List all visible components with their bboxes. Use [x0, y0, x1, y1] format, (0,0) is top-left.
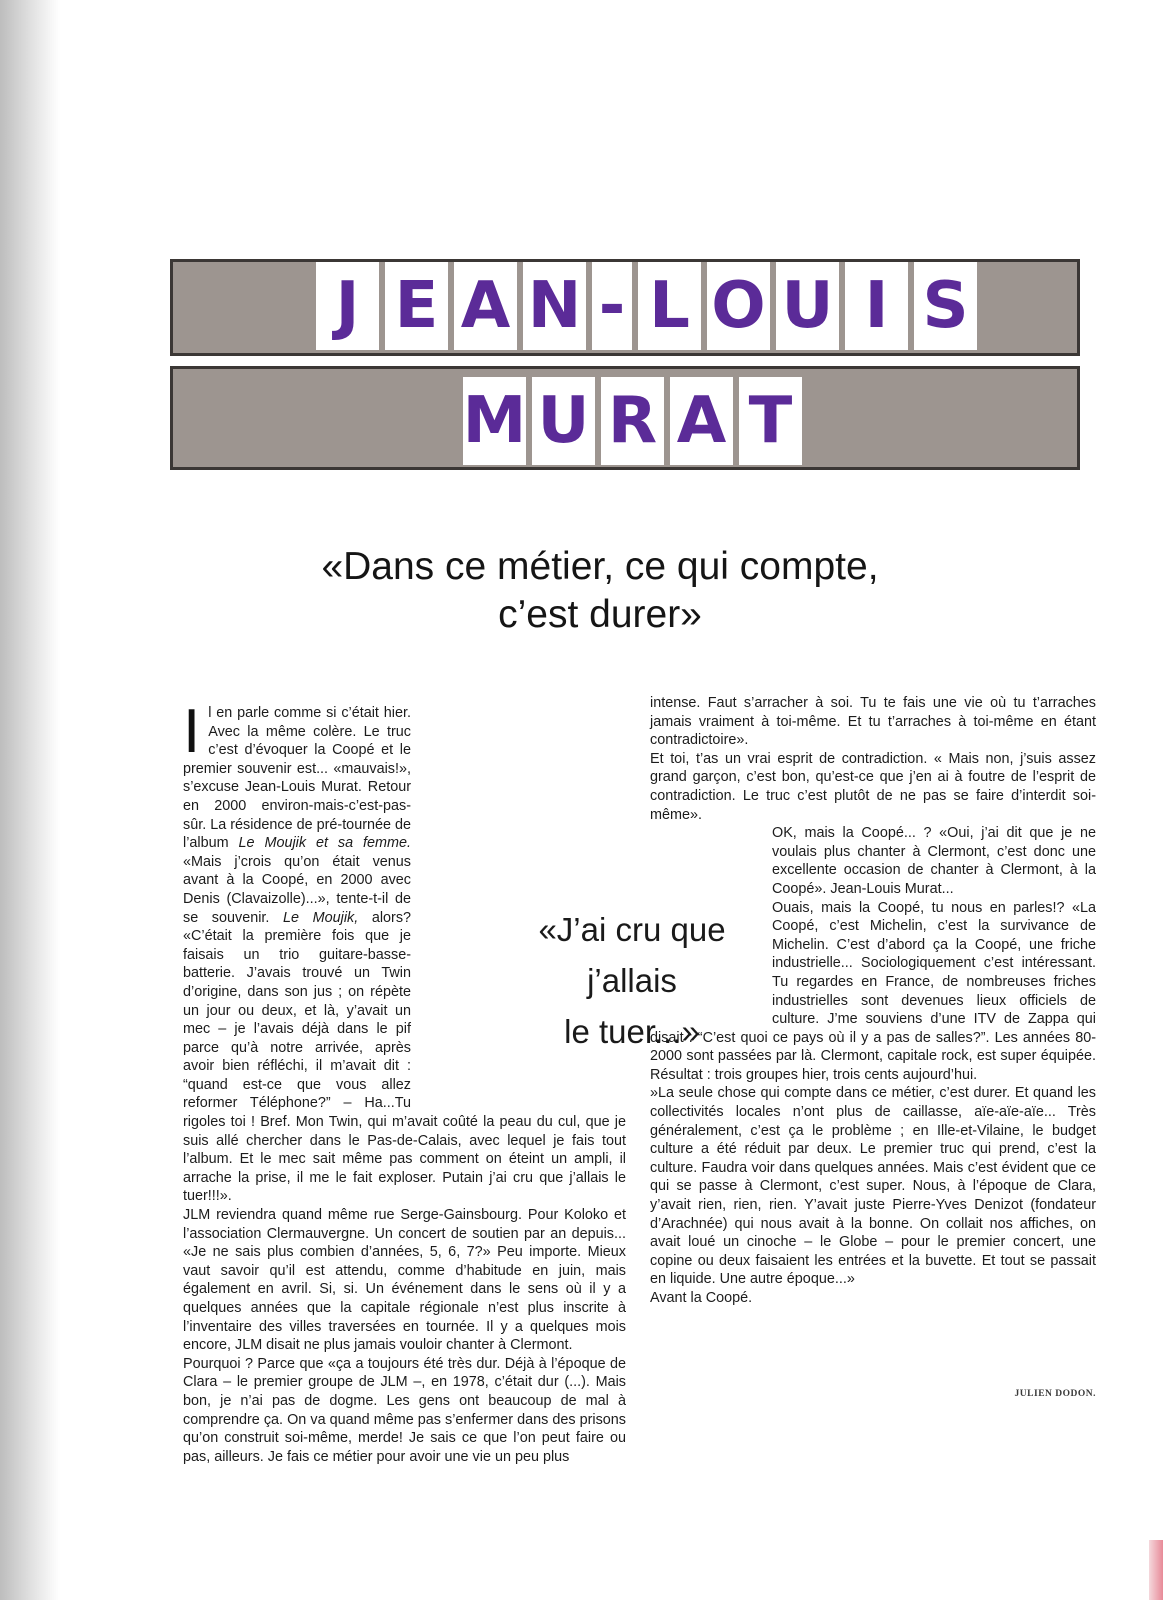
title-letter: A — [454, 262, 517, 350]
title-letter: U — [532, 377, 595, 465]
article-paragraph: »La seule chose qui compte dans ce métier, c’est durer. Et quand les collectivités locales n’ont plus de caillasse, aïe-aïe-aïe... Très généralement, c’est ça le problème ; en Ille-et-Vilaine, le budget culture a été réduit par deux. Le premier truc qui prend, c’est la culture. Faudra voir dans quelques années. Mais c’est évident que ce qui se passe à Clermont, c’est super. Nous, à l’époque de Clara, y’avait rien, rien, rien. Y’avait juste Pierre-Yves Denizot (fondateur d’Arachnée) qui nous avait à la bonne. On collait nos affiches, on avait loué un cinoche – le Globe – pour le premier concert, une copine ou deux faisaient les entrées et la buvette. Et tout se passait en liquide. Une autre époque...» — [650, 1085, 1096, 1288]
paragraph-text: l en parle comme si c’était hier. Avec la même colère. Le truc c’est d’évoquer la Coopé et le premier souvenir est... «mauvais!», s’excuse Jean-Louis Murat. Retour en 2000 environ-mais-c’est-pas-sûr. La résidence de pré-tournée de l’album — [183, 705, 412, 852]
author-signature: JULIEN DODON. — [1014, 1389, 1096, 1399]
title-band-line2 — [170, 366, 1080, 470]
title-letter: U — [776, 262, 839, 350]
article-paragraph: Avant la Coopé. — [650, 1290, 753, 1306]
title-letter: I — [845, 262, 908, 350]
headline-line: «Dans ce métier, ce qui compte, — [321, 545, 879, 588]
headline-quote — [200, 543, 1000, 639]
title-letter: T — [739, 377, 802, 465]
pull-quote — [512, 904, 752, 1057]
drop-cap: I — [183, 697, 201, 766]
article-paragraph: Et toi, t’as un vrai esprit de contradiction. « Mais non, j’suis assez grand garçon, c’est bon, qu’est-ce que j’en ai à foutre de l’esprit de contradiction. Le truc c’est plutôt de ne pas se faire d’interdit soi-même». — [650, 750, 1096, 823]
title-letter: J — [316, 262, 379, 350]
pull-quote-line: «J’ai cru que — [538, 911, 726, 948]
next-page-edge — [1149, 1540, 1163, 1600]
title-letter: N — [523, 262, 586, 350]
title-line1 — [316, 262, 977, 350]
title-letter: L — [638, 262, 701, 350]
title-band-line1 — [170, 259, 1080, 356]
article-paragraph: OK, mais la Coopé... ? «Oui, j’ai dit que je ne voulais plus chanter à Clermont, c’est donc une excellente occasion de chanter à Clermont, à la Coopé». Jean-Louis Murat... — [772, 825, 1096, 897]
article-paragraph: Pourquoi ? Parce que «ça a toujours été très dur. Déjà à l’époque de Clara – le premier groupe de JLM –, en 1978, c’était dur (...). Mais bon, je n’ai pas de dogme. Les gens ont beaucoup de mal à comprendre ça. On va quand même pas s’enfermer dans des prisons qu’on construit soi-même, merde! Je sais ce que l’on peut faire ou pas, ailleurs. Je fais ce métier pour avoir une vie un peu plus — [183, 1355, 626, 1465]
title-line2 — [463, 377, 802, 465]
article-paragraph: JLM reviendra quand même rue Serge-Gainsbourg. Pour Koloko et l’association Clermauvergne. Un concert de soutien par an depuis... «Je ne sais plus combien d’années, 5, 6, 7?» Peu importe. Mieux vaut savoir qu’il est attendu, comme d’habitude en juin, mais également en avril. Si, si. Un événement dans le sens où il y a quelques années que la capitale régionale n’est plus inscrite à l’inventaire des villes traversées en tournée. Il y a quelques mois encore, JLM disait ne plus jamais vouloir chanter à Clermont. — [183, 1207, 626, 1354]
title-letter: R — [601, 377, 664, 465]
album-title: Le Moujik et sa femme. — [238, 835, 412, 852]
pull-quote-line: le tuer...» — [564, 1013, 700, 1050]
album-title: Le Moujik, — [283, 909, 359, 926]
paragraph-text: «Mais j’crois qu’on était venus avant à la Coopé, en 2000 avec Denis (Clavaizolle)...», tente-t-il de se souvenir. — [183, 853, 411, 926]
title-letter: O — [707, 262, 770, 350]
title-letter: S — [914, 262, 977, 350]
page-binding-shadow — [0, 0, 60, 1600]
title-letter: A — [670, 377, 733, 465]
article-column-left — [183, 697, 626, 1466]
headline-line: c’est durer» — [498, 593, 702, 636]
title-letter: - — [592, 262, 632, 350]
article-paragraph: intense. Faut s’arracher à soi. Tu te fais une vie où tu t’arraches jamais vraiment à toi-même. Et tu t’arraches à toi-même en étant contradictoire». — [650, 695, 1096, 749]
paragraph-text: alors? «C’était la première fois que je faisais un trio guitare-basse-batterie. J’avais trouvé un Twin d’origine, dans son jus ; on répète un jour ou deux, et là, y’avait un mec – je l’avais déjà dans le pif parce qu’à notre arrivée, après avoir bien réfléchi, il m’avait dit : “quand est-ce que vous allez reformer Téléphone?” – Ha...Tu rigoles toi ! Bref. Mon Twin, qui m’avait coûté la peau du cul, que je suis allé chercher dans le Pas-de-Calais, avec lequel je fais tout l’album. Et le mec sait même pas comment on éteint un ampli, il arrache la prise, il me le fait exploser. Putain j’ai cru que j’allais le tuer!!!». — [183, 909, 626, 1205]
title-letter: M — [463, 377, 526, 465]
pull-quote-line: j’allais — [587, 962, 677, 999]
title-letter: E — [385, 262, 448, 350]
article-paragraph: Ouais, mais la Coopé, tu nous en parles!? «La Coopé, c’est Michelin, c’est la survivance de Michelin. C’est d’abord ça la Coopé, une friche industrielle... Sociologiquement c’est intéressant. Tu regardes en France, de nombreuses friches industrielles sont devenues lieux officiels de culture. J’me souviens d’une ITV de Zappa qui disait : “C’est quoi ce pays où il y a pas de salles?”. Les années 80-2000 sont passées par là. Clermont, capitale rock, est super équipée. Résultat : trois groupes hier, trois cents aujourd’hui. — [650, 899, 1096, 1083]
